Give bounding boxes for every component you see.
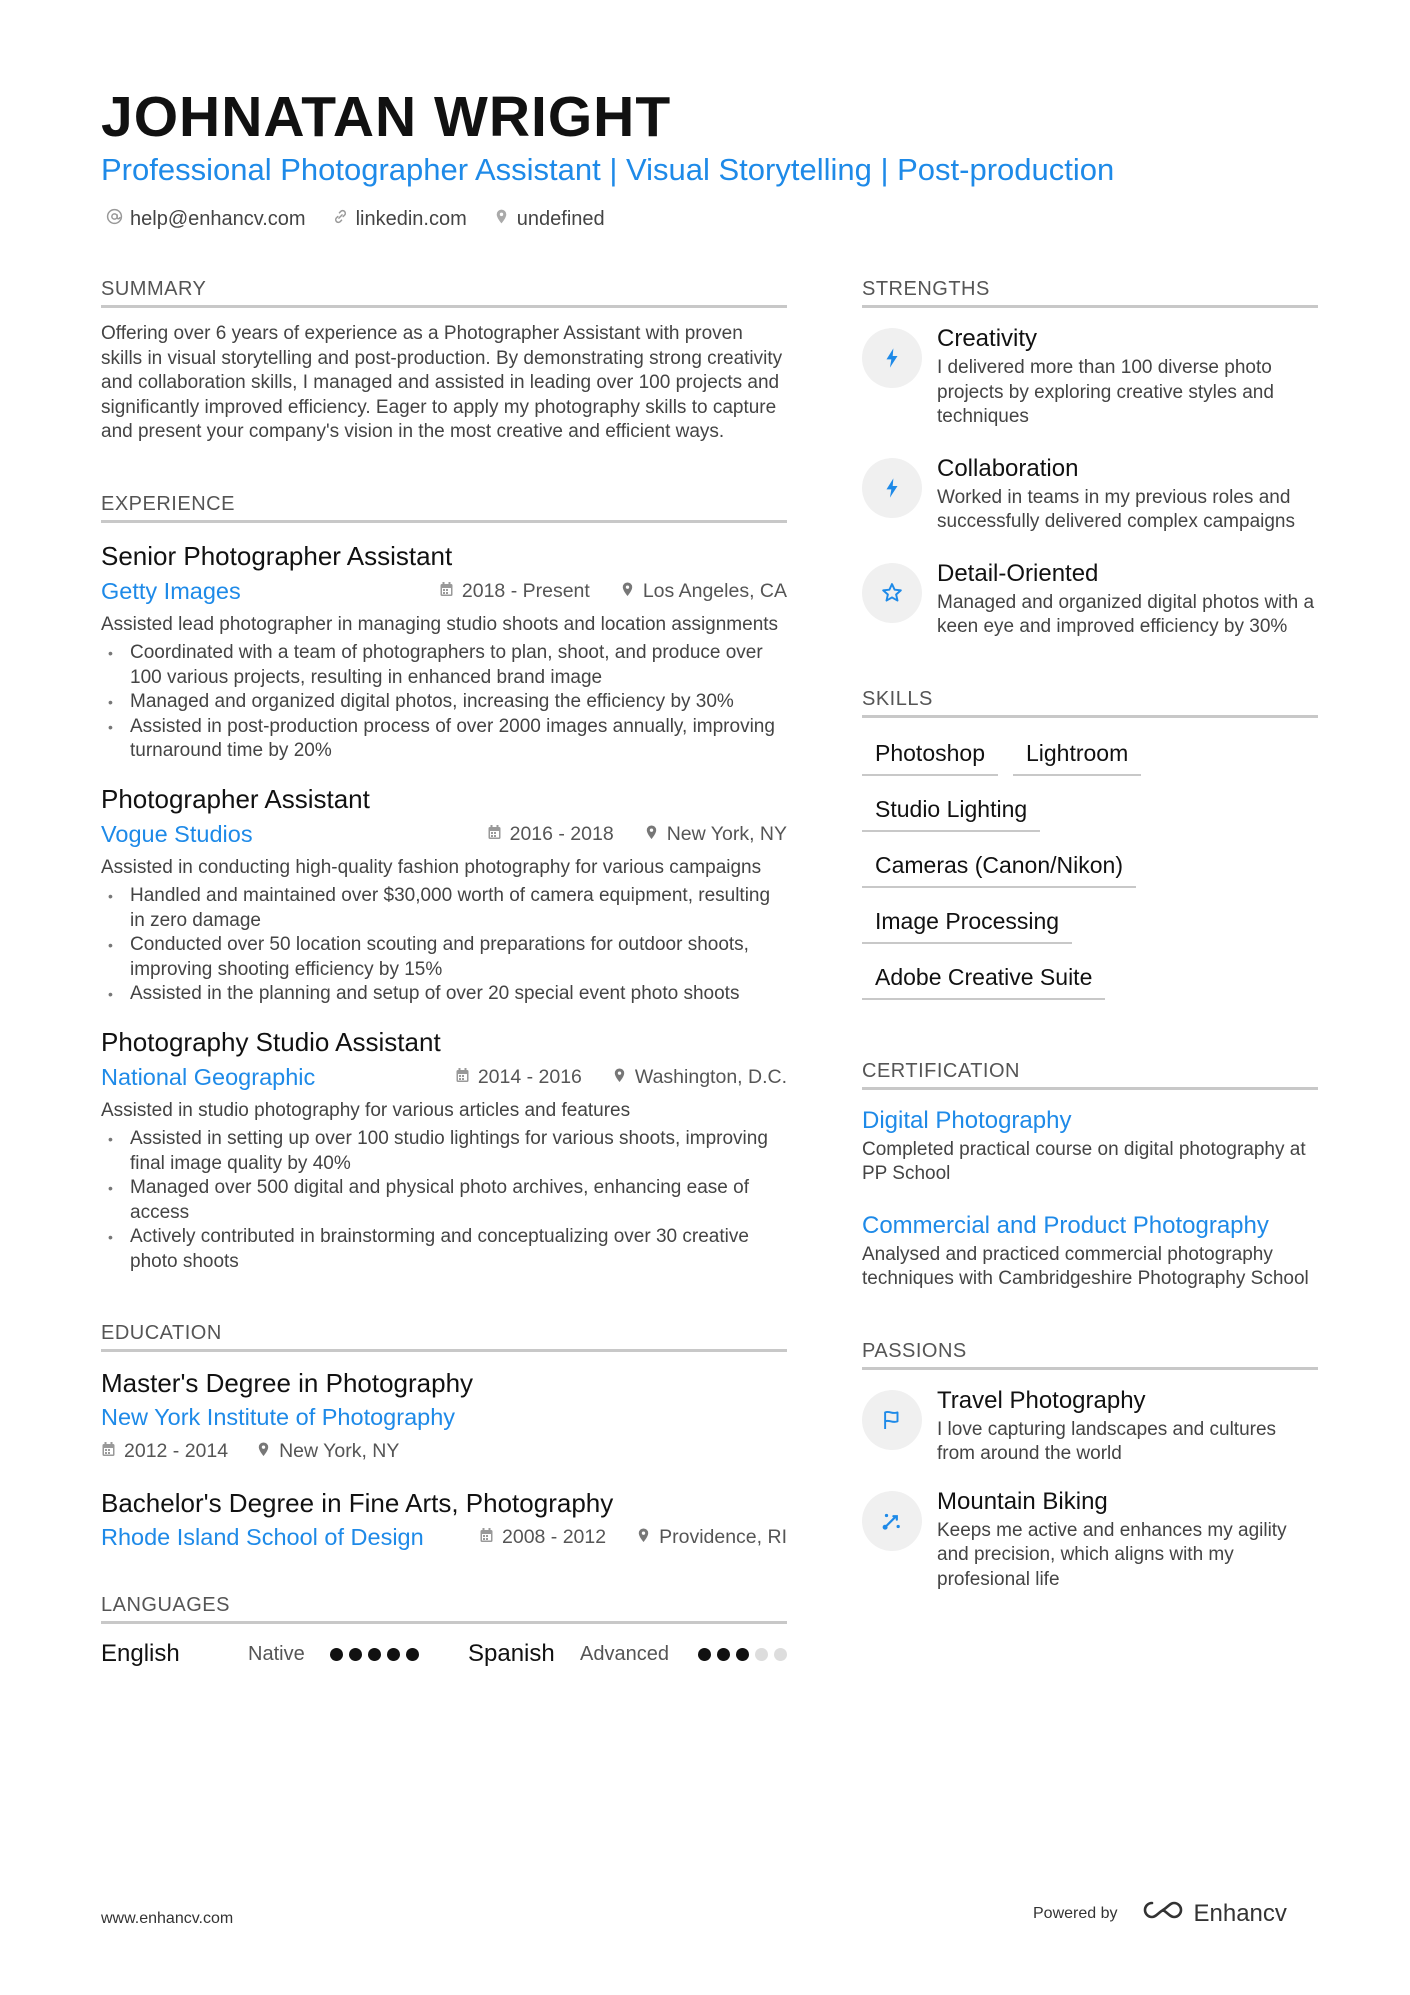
language-item — [468, 1640, 787, 1668]
contact-location-text: undefined — [516, 208, 605, 230]
link-icon — [332, 208, 349, 231]
contact-bar — [106, 208, 605, 231]
job-location — [620, 580, 787, 603]
location-pin-icon — [612, 1066, 627, 1089]
job-bullet: • Managed and organized digital photos, increasing the efficiency by 30% — [101, 690, 787, 715]
job-bullet: • Handled and maintained over $30,000 worth of camera equipment, resulting in zero damage — [101, 884, 787, 933]
job-bullets — [101, 1127, 787, 1274]
education-location — [256, 1440, 399, 1463]
flag-icon — [862, 1390, 922, 1450]
right-column — [862, 278, 1318, 1592]
contact-email[interactable] — [106, 208, 306, 231]
certification-text: Analysed and practiced commercial photography techniques with Cambridgeshire Photography School — [862, 1243, 1309, 1289]
passions-heading: PASSIONS — [862, 1340, 1318, 1370]
certification-section — [862, 1060, 1318, 1292]
lightning-bolt-icon — [862, 458, 922, 518]
passion-text: Keeps me active and enhances my agility and precision, which aligns with my profesional life — [937, 1519, 1287, 1590]
skill-tag: Studio Lighting — [862, 788, 1040, 832]
strength-item — [862, 557, 1318, 640]
job-title: Senior Photographer Assistant — [101, 540, 453, 571]
job-location-text: Washington, D.C. — [634, 1066, 787, 1088]
footer-website[interactable]: www.enhancv.com — [101, 1910, 234, 1927]
summary-text: Offering over 6 years of experience as a Photographer Assistant with proven skills in visual storytelling and post-production. By demonstrating strong creativity and collaboration skills, I managed and assisted in leading over 100 projects and significantly improved efficiency. Eager to apply my photography skills to capture and present your company's vision in the most creative and efficient ways. — [101, 323, 783, 442]
calendar-icon — [479, 1526, 494, 1549]
rating-dot-filled — [330, 1648, 343, 1661]
education-location-text: New York, NY — [279, 1439, 400, 1462]
location-pin-icon — [620, 580, 635, 603]
job-bullet: • Actively contributed in brainstorming and conceptualizing over 30 creative photo shoots — [101, 1225, 787, 1274]
education-dates-text: 2008 - 2012 — [502, 1525, 607, 1548]
rating-dot-empty — [774, 1648, 787, 1661]
education-item — [101, 1486, 787, 1554]
job-bullet: • Conducted over 50 location scouting and preparations for outdoor shoots, improving shooting efficiency by 15% — [101, 933, 787, 982]
strength-title: Collaboration — [937, 454, 1079, 482]
passion-title: Travel Photography — [937, 1386, 1146, 1414]
education-item — [101, 1366, 787, 1468]
strength-body — [937, 557, 1318, 640]
certification-item — [862, 1209, 1318, 1292]
passion-item — [862, 1384, 1318, 1467]
strength-text: Managed and organized digital photos with a keen eye and improved efficiency by 30% — [937, 591, 1315, 637]
company-name[interactable]: Vogue Studios — [101, 821, 253, 847]
left-column — [101, 278, 787, 1668]
language-level: Native — [248, 1642, 305, 1665]
passions-section — [862, 1340, 1318, 1593]
language-rating — [330, 1648, 419, 1661]
job-title: Photographer Assistant — [101, 783, 370, 814]
candidate-headline: Professional Photographer Assistant | Visual Storytelling | Post-production — [101, 152, 1115, 187]
job-meta — [101, 818, 787, 852]
job-bullet: • Managed over 500 digital and physical photo archives, enhancing ease of access — [101, 1176, 787, 1225]
languages-section — [101, 1594, 787, 1668]
education-meta — [101, 1520, 787, 1554]
certification-title[interactable]: Digital Photography — [862, 1106, 1072, 1134]
rating-dot-filled — [698, 1648, 711, 1661]
skill-tag: Image Processing — [862, 900, 1072, 944]
calendar-icon — [455, 1066, 470, 1089]
education-location-text: Providence, RI — [659, 1525, 787, 1548]
strength-title: Detail-Oriented — [937, 559, 1099, 587]
summary-heading: SUMMARY — [101, 278, 787, 308]
lightning-bolt-icon — [862, 328, 922, 388]
rating-dot-filled — [736, 1648, 749, 1661]
language-rating — [698, 1648, 787, 1661]
job-bullets — [101, 641, 787, 764]
job-bullets — [101, 884, 787, 1007]
education-meta — [101, 1434, 787, 1468]
language-name: Spanish — [468, 1640, 555, 1667]
candidate-name: JOHNATAN WRIGHT — [101, 85, 672, 149]
strength-item — [862, 452, 1318, 535]
contact-email-text: help@enhancv.com — [130, 208, 306, 230]
institution-name[interactable]: Rhode Island School of Design — [101, 1524, 424, 1550]
rating-dot-filled — [406, 1648, 419, 1661]
language-level: Advanced — [580, 1642, 669, 1665]
passion-item — [862, 1485, 1318, 1593]
job-dates — [455, 1066, 582, 1089]
job-meta — [101, 1061, 787, 1095]
education-section — [101, 1322, 787, 1554]
company-name[interactable]: Getty Images — [101, 578, 241, 604]
degree-title: Master's Degree in Photography — [101, 1368, 474, 1398]
skill-tag: Photoshop — [862, 732, 998, 776]
certification-text: Completed practical course on digital photography at PP School — [862, 1138, 1306, 1184]
passion-body — [937, 1485, 1318, 1593]
degree-title: Bachelor's Degree in Fine Arts, Photography — [101, 1488, 614, 1518]
skills-heading: SKILLS — [862, 688, 1318, 718]
job-dates-text: 2018 - Present — [461, 580, 590, 602]
skill-tag: Lightroom — [1013, 732, 1141, 776]
job-location — [644, 823, 787, 846]
rating-dot-filled — [368, 1648, 381, 1661]
certification-heading: CERTIFICATION — [862, 1060, 1318, 1090]
education-location — [636, 1526, 787, 1549]
company-name[interactable]: National Geographic — [101, 1064, 316, 1090]
language-item — [101, 1640, 468, 1668]
calendar-icon — [487, 823, 502, 846]
experience-item — [101, 539, 787, 764]
education-dates — [101, 1440, 228, 1463]
education-heading: EDUCATION — [101, 1322, 787, 1352]
job-title: Photography Studio Assistant — [101, 1026, 441, 1057]
job-location — [612, 1066, 787, 1089]
job-bullet: • Coordinated with a team of photographers to plan, shoot, and produce over 100 various projects, resulting in enhanced brand image — [101, 641, 787, 690]
job-location-text: New York, NY — [666, 823, 787, 845]
job-dates — [439, 580, 590, 603]
job-description: Assisted in studio photography for various articles and features — [101, 1099, 631, 1121]
rating-dot-filled — [387, 1648, 400, 1661]
footer-branding — [1033, 1898, 1287, 1929]
job-bullet: • Assisted in the planning and setup of over 20 special event photo shoots — [101, 982, 787, 1007]
location-pin-icon — [644, 823, 659, 846]
brand-logo[interactable] — [1140, 1898, 1287, 1929]
rating-dot-filled — [717, 1648, 730, 1661]
education-dates — [479, 1526, 606, 1549]
strength-text: I delivered more than 100 diverse photo projects by exploring creative styles and techniques — [937, 357, 1274, 427]
brand-name: Enhancv — [1193, 1899, 1287, 1927]
strength-text: Worked in teams in my previous roles and successfully delivered complex campaigns — [937, 486, 1295, 532]
powered-by-label: Powered by — [1033, 1904, 1118, 1922]
institution-name[interactable]: New York Institute of Photography — [101, 1404, 456, 1430]
job-bullet: • Assisted in post-production process of over 2000 images annually, improving turnaround time by 20% — [101, 715, 787, 764]
passion-text: I love capturing landscapes and cultures from around the world — [937, 1418, 1277, 1464]
job-description: Assisted lead photographer in managing studio shoots and location assignments — [101, 613, 779, 635]
job-dates-text: 2016 - 2018 — [509, 823, 614, 845]
summary-section — [101, 278, 787, 445]
strengths-heading: STRENGTHS — [862, 278, 1318, 308]
passion-title: Mountain Biking — [937, 1487, 1108, 1515]
contact-linkedin-text: linkedin.com — [355, 208, 467, 230]
passion-body — [937, 1384, 1318, 1467]
skills-list — [862, 732, 1318, 1000]
calendar-icon — [101, 1440, 116, 1463]
location-pin-icon — [493, 208, 510, 231]
contact-location — [493, 208, 605, 231]
experience-item — [101, 782, 787, 1007]
languages-row — [101, 1640, 787, 1668]
strength-title: Creativity — [937, 325, 1038, 352]
skill-tag: Cameras (Canon/Nikon) — [862, 844, 1136, 888]
enhancv-logo-icon — [1140, 1898, 1186, 1929]
calendar-icon — [439, 580, 454, 603]
job-bullet: • Assisted in setting up over 100 studio lightings for various shoots, improving final image quality by 40% — [101, 1127, 787, 1176]
rating-dot-filled — [349, 1648, 362, 1661]
skills-section — [862, 688, 1318, 1000]
strength-item — [862, 322, 1318, 430]
language-name: English — [101, 1640, 180, 1667]
strengths-section — [862, 278, 1318, 640]
bike-trail-icon — [862, 1491, 922, 1551]
job-dates-text: 2014 - 2016 — [477, 1066, 582, 1088]
job-meta — [101, 575, 787, 609]
experience-item — [101, 1025, 787, 1275]
job-description: Assisted in conducting high-quality fashion photography for various campaigns — [101, 856, 762, 878]
at-icon — [106, 208, 123, 231]
location-pin-icon — [256, 1440, 271, 1463]
location-pin-icon — [636, 1526, 651, 1549]
languages-heading: LANGUAGES — [101, 1594, 787, 1624]
certification-title[interactable]: Commercial and Product Photography — [862, 1211, 1269, 1239]
skill-tag: Adobe Creative Suite — [862, 956, 1105, 1000]
job-location-text: Los Angeles, CA — [642, 580, 787, 602]
star-icon — [862, 563, 922, 623]
education-dates-text: 2012 - 2014 — [124, 1439, 229, 1462]
certification-item — [862, 1104, 1318, 1187]
contact-linkedin[interactable] — [332, 208, 467, 231]
experience-heading: EXPERIENCE — [101, 493, 787, 523]
rating-dot-empty — [755, 1648, 768, 1661]
job-dates — [487, 823, 614, 846]
strength-body — [937, 322, 1318, 430]
experience-section — [101, 493, 787, 1275]
strength-body — [937, 452, 1318, 535]
